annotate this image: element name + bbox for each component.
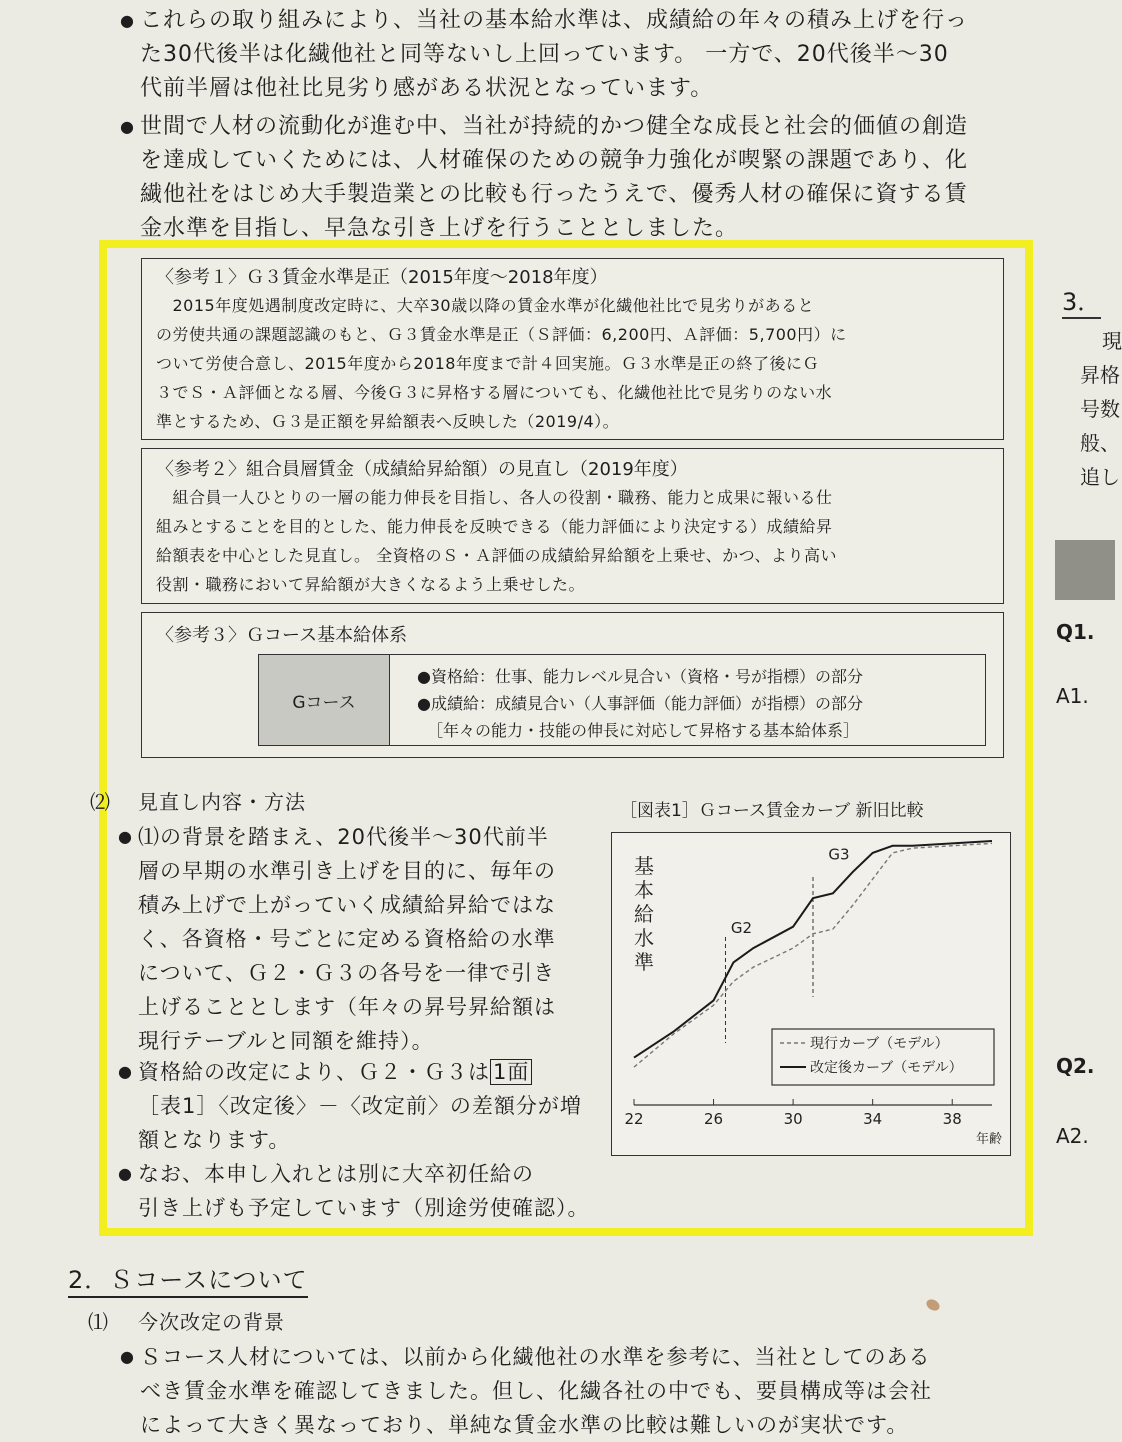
reference-2-line: 給額表を中心とした見直し。 全資格のＳ・Ａ評価の成績給昇給額を上乗せ、かつ、より高い (156, 546, 837, 565)
legend-label: 現行カーブ（モデル） (810, 1036, 949, 1052)
reference-1-line: 準とするため、Ｇ３是正額を昇給額表へ反映した（2019/4）。 (156, 412, 620, 431)
bullet-icon: ● (120, 11, 135, 30)
section-2-text: 資格給の改定により、Ｇ２・Ｇ３は (138, 1060, 490, 1084)
section-2-line: 積み上げで上がっていく成績給昇給ではな (138, 893, 556, 917)
x-axis-label: 年齢 (975, 1132, 1003, 1147)
bullet-icon: ● (118, 827, 133, 846)
wage-curve-chart (612, 833, 1010, 1155)
y-axis-label: 基本給水準 (634, 854, 654, 974)
reference-box-2 (141, 448, 1004, 604)
question-1: Q1. (1056, 620, 1095, 644)
section-s-line: によって大きく異なっており、単純な賃金水準の比較は難しいのが実状です。 (140, 1413, 909, 1437)
g-course-description (417, 663, 863, 744)
grade-annotation: G3 (828, 845, 850, 864)
section-2-bullet-1 (118, 820, 556, 1058)
section-2-bullet-2 (118, 1055, 582, 1157)
section-2-line: 層の早期の水準引き上げを目的に、毎年の (138, 859, 556, 883)
intro-line: これらの取り組みにより、当社の基本給水準は、成績給の年々の積み上げを行っ (140, 8, 969, 33)
reference-1-line: の労使共通の課題認識のもと、Ｇ３賃金水準是正（Ｓ評価：6,200円、Ａ評価：5,700円）に (156, 325, 847, 344)
g-course-line: ［年々の能力・技能の伸長に対応して昇格する基本給体系］ (427, 721, 860, 740)
intro-line: 繊他社をはじめ大手製造業との比較も行ったうえで、優秀人材の確保に資する賃 (140, 182, 968, 207)
reference-1-line: ３でＳ・Ａ評価となる層、今後Ｇ３に昇格する層についても、化繊他社比で見劣りのない水 (156, 383, 833, 402)
section-s-line: べき賃金水準を確認してきました。但し、化繊各社の中でも、要員構成等は会社 (140, 1379, 932, 1403)
legend-label: 改定後カーブ（モデル） (810, 1060, 963, 1076)
section-2-line: なお、本申し入れとは別に大卒初任給の (138, 1162, 534, 1186)
x-tick-label: 22 (624, 1110, 644, 1128)
right-column-line: 般、 (1080, 431, 1120, 455)
chart-title: ［図表1］Ｇコース賃金カーブ 新旧比較 (620, 801, 924, 821)
section-2-line: 額となります。 (138, 1128, 291, 1152)
intro-line: 代前半層は他社比見劣り感がある状況となっています。 (140, 76, 714, 101)
reference-1-line: 2015年度処遇制度改定時に、大卒30歳以降の賃金水準が化繊他社比で見劣りがあると (156, 296, 815, 315)
grade-annotation: G2 (730, 919, 753, 938)
answer-1: A1. (1056, 684, 1089, 708)
right-column-line: 昇格 (1080, 363, 1120, 387)
section-s-sub-heading: 今次改定の背景 (138, 1310, 285, 1334)
right-column-line: 号数 (1080, 397, 1120, 421)
x-tick-label: 26 (704, 1110, 724, 1128)
paper-stain (924, 1297, 941, 1313)
intro-line: 金水準を目指し、早急な引き上げを行うこととしました。 (140, 216, 739, 241)
g-course-line: ●成績給：成績見合い（人事評価（能力評価）が指標）の部分 (417, 694, 863, 713)
section-2-line: ［表1］〈改定後〉－〈改定前〉の差額分が増 (138, 1094, 582, 1118)
g-course-line: ●資格給：仕事、能力レベル見合い（資格・号が指標）の部分 (417, 667, 863, 686)
question-2: Q2. (1056, 1054, 1095, 1078)
section-s-heading: 2．Ｓコースについて (68, 1260, 308, 1298)
x-tick-label: 38 (942, 1110, 962, 1128)
x-tick-label: 34 (863, 1110, 883, 1128)
section-2-line: について、Ｇ２・Ｇ３の各号を一律で引き (138, 961, 556, 985)
page-reference-box: 1面 (490, 1059, 532, 1085)
x-tick-label: 30 (783, 1110, 803, 1128)
g-course-table (258, 654, 986, 746)
section-2-number: ⑵ (90, 790, 111, 814)
bullet-icon: ● (118, 1062, 133, 1081)
section-s-sub-number: ⑴ (88, 1310, 109, 1334)
right-column-heading: 3． (1062, 282, 1101, 319)
section-s-paragraph (120, 1340, 932, 1442)
bullet-icon: ● (118, 1164, 133, 1183)
section-2-line: く、各資格・号ごとに定める資格給の水準 (138, 927, 556, 951)
answer-2: A2. (1056, 1124, 1089, 1148)
reference-2-line: 組合員一人ひとりの一層の能力伸長を目指し、各人の役割・職務、能力と成果に報いる仕 (156, 488, 833, 507)
reference-2-body (156, 483, 837, 599)
reference-3-title: 〈参考３〉Ｇコース基本給体系 (156, 625, 408, 646)
section-s-line: Ｓコース人材については、以前から化繊他社の水準を参考に、当社としてのある (140, 1345, 931, 1369)
reference-2-line: 役割・職務において昇給額が大きくなるよう上乗せした。 (156, 575, 586, 594)
chart-frame (611, 832, 1011, 1156)
reference-box-1 (141, 258, 1004, 440)
section-2-line (138, 1055, 582, 1089)
right-column-line: 追し (1080, 465, 1120, 489)
reference-1-title: 〈参考１〉Ｇ３賃金水準是正（2015年度～2018年度） (156, 267, 608, 288)
intro-bullet-2 (120, 110, 969, 246)
reference-1-body (156, 291, 847, 436)
section-2-line: 引き上げも予定しています（別途労使確認）。 (138, 1196, 590, 1220)
reference-2-line: 組みとすることを目的とした、能力伸長を反映できる（能力評価により決定する）成績給昇 (156, 517, 833, 536)
bullet-icon: ● (120, 117, 135, 136)
gray-block (1055, 540, 1115, 600)
intro-line: を達成していくためには、人材確保のための競争力強化が喫緊の課題であり、化 (140, 148, 969, 173)
right-column-line: 現 (1102, 329, 1122, 353)
section-2-line: 現行テーブルと同額を維持）。 (138, 1029, 434, 1053)
right-column-text (1080, 324, 1122, 494)
bullet-icon: ● (120, 1347, 135, 1366)
section-2-line: ⑴の背景を踏まえ、20代後半～30代前半 (138, 825, 549, 849)
g-course-label: Gコース (259, 655, 390, 745)
intro-line: た30代後半は化繊他社と同等ないし上回っています。 一方で、20代後半～30 (140, 42, 949, 67)
section-2-line: 上げることとします（年々の昇号昇給額は (138, 995, 556, 1019)
section-2-bullet-3 (118, 1157, 590, 1225)
intro-line: 世間で人材の流動化が進む中、当社が持続的かつ健全な成長と社会的価値の創造 (140, 114, 969, 139)
reference-2-title: 〈参考２〉組合員層賃金（成績給昇給額）の見直し（2019年度） (156, 459, 688, 480)
reference-1-line: ついて労使合意し、2015年度から2018年度まで計４回実施。Ｇ３水準是正の終了後にＧ (156, 354, 819, 373)
section-2-heading: 見直し内容・方法 (138, 790, 306, 814)
intro-bullet-1 (120, 4, 969, 106)
